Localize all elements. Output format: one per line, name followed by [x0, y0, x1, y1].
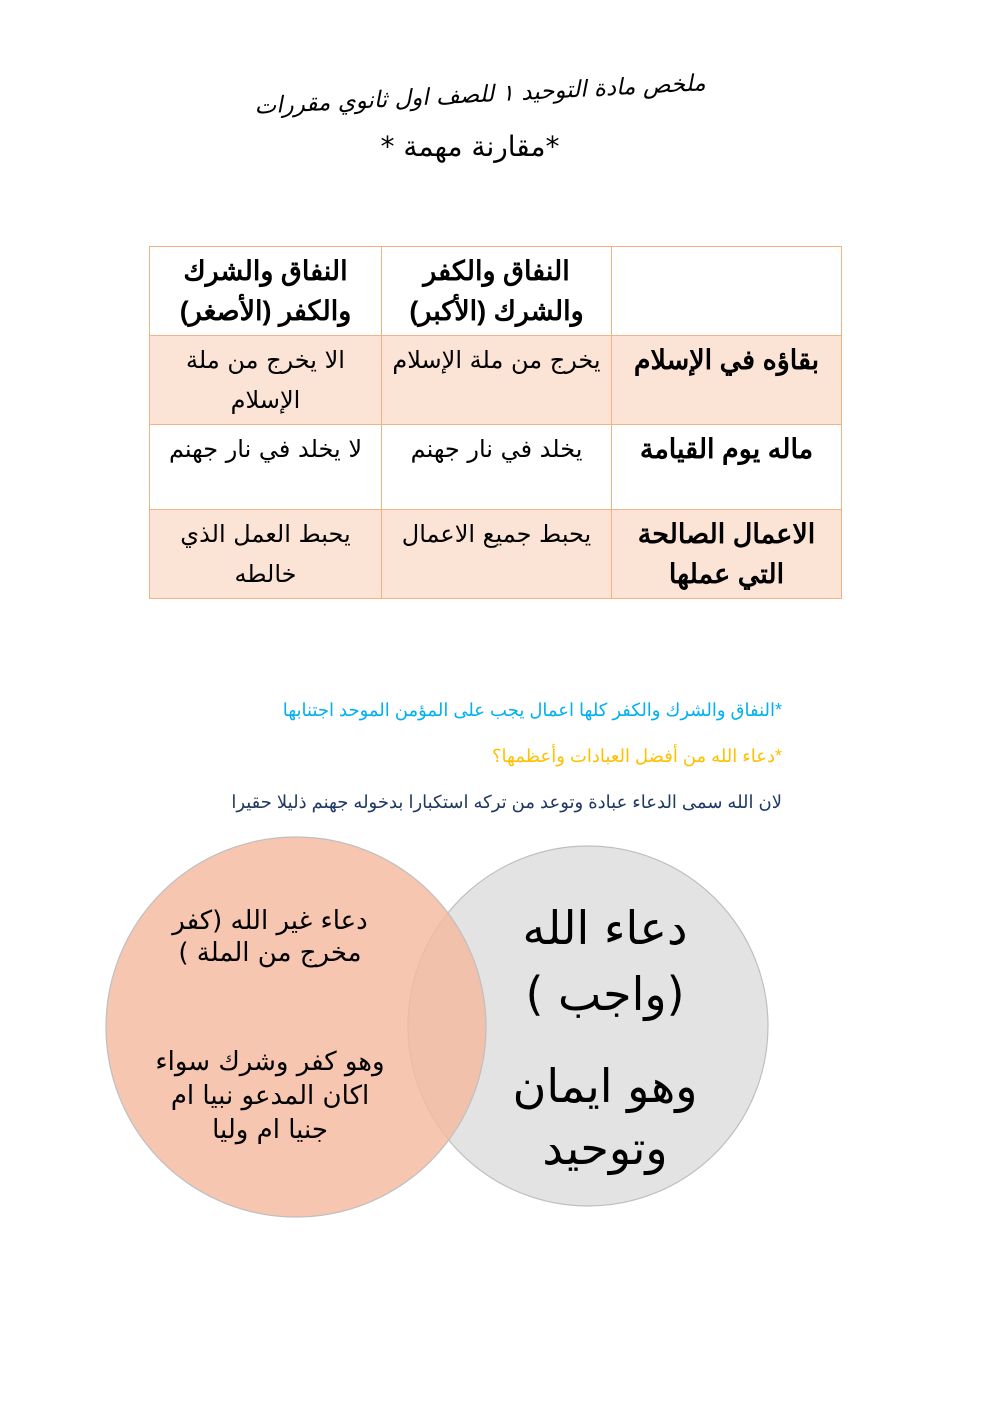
- note-answer: لان الله سمى الدعاء عبادة وتوعد من تركه استكبارا بدخوله جهنم ذليلا حقيرا: [231, 792, 782, 812]
- row-label: بقاؤه في الإسلام: [612, 336, 842, 425]
- note-avoidance: *النفاق والشرك والكفر كلها اعمال يجب على المؤمن الموحد اجتنابها: [282, 700, 782, 720]
- table-cell: يحبط جميع الاعمال: [382, 510, 612, 599]
- section-subtitle: *مقارنة مهمة *: [380, 130, 560, 163]
- column-header-major: النفاق والكفر والشرك (الأكبر): [382, 247, 612, 336]
- venn-left-body: وهو كفر وشرك سواء اكان المدعو نبيا ام جنيا ام وليا: [155, 1047, 385, 1145]
- venn-right-body: وهو ايمان وتوحيد: [512, 1059, 698, 1175]
- table-cell: يخلد في نار جهنم: [382, 425, 612, 510]
- table-cell: يحبط العمل الذي خالطه: [150, 510, 382, 599]
- table-cell: لا يخلد في نار جهنم: [150, 425, 382, 510]
- note-question: *دعاء الله من أفضل العبادات وأعظمها؟: [492, 746, 782, 766]
- row-label: ماله يوم القيامة: [612, 425, 842, 510]
- column-header-minor: النفاق والشرك والكفر (الأصغر): [150, 247, 382, 336]
- row-label: الاعمال الصالحة التي عملها: [612, 510, 842, 599]
- venn-circle-left: [106, 837, 486, 1217]
- table-cell: يخرج من ملة الإسلام: [382, 336, 612, 425]
- venn-right-title: دعاء الله (واجب ): [522, 901, 688, 1021]
- document-title: ملخص مادة التوحيد ١ للصف اول ثانوي مقررات: [253, 70, 707, 120]
- venn-left-title: دعاء غير الله (كفر مخرج من الملة ): [172, 906, 368, 968]
- table-cell: الا يخرج من ملة الإسلام: [150, 336, 382, 425]
